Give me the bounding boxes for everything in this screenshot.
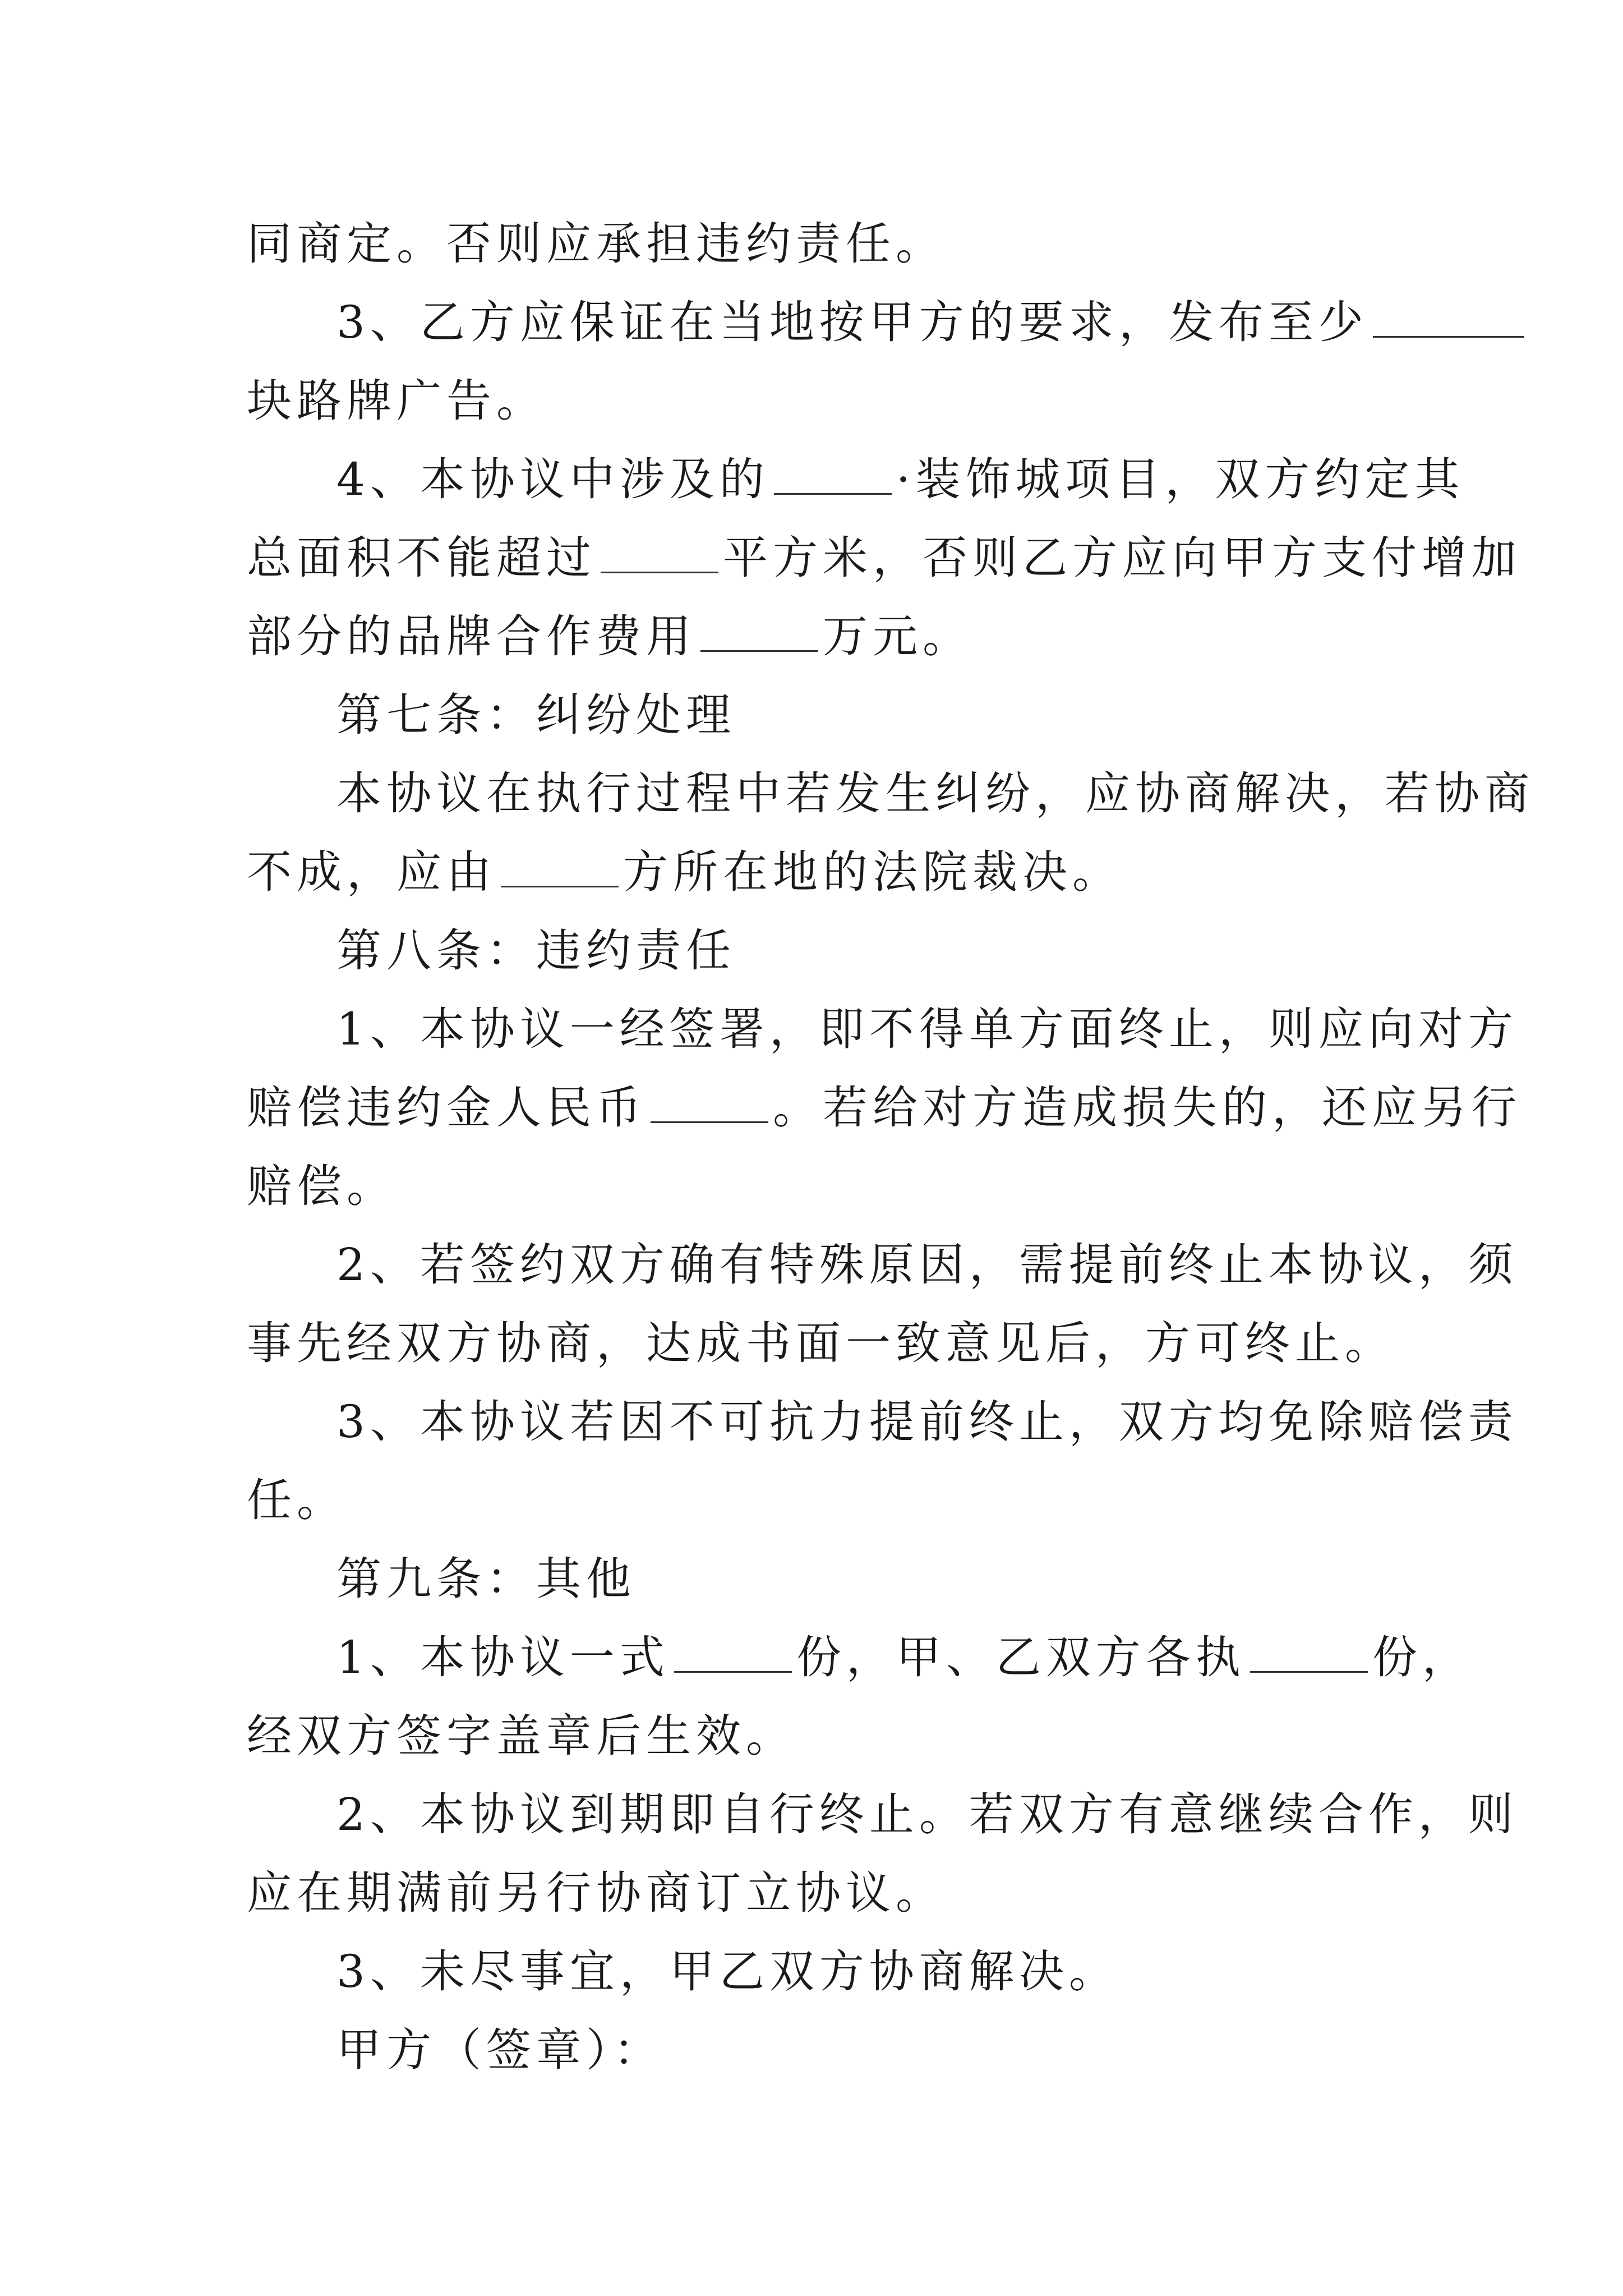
paragraph-line (247, 1310, 1395, 1377)
line-text: 事先经双方协商，达成书面一致意见后，方可终止。 (247, 1317, 1395, 1369)
heading-text: 第八条：违约责任 (336, 924, 736, 977)
fill-in-blank[interactable] (774, 448, 892, 495)
line-text: 3、未尽事宜，甲乙双方协商解决。 (336, 1945, 1119, 1998)
paragraph-line (247, 603, 1385, 670)
clause-line (336, 760, 1534, 827)
clause-line (336, 1781, 1518, 1848)
line-text: 3、乙方应保证在当地按甲方的要求，发布至少 (336, 296, 1368, 348)
section-heading (336, 682, 1385, 749)
paragraph-line (247, 1467, 1385, 1534)
clause-line (336, 446, 1465, 513)
line-text: 应在期满前另行协商订立协议。 (247, 1867, 946, 1919)
fill-in-blank[interactable] (700, 605, 818, 652)
signature-label (336, 2017, 1385, 2084)
line-text: 份，甲、乙双方各执 (796, 1631, 1246, 1683)
line-text: 2、若签约双方确有特殊原因，需提前终止本协议，须 (336, 1239, 1518, 1291)
heading-text: 第九条：其他 (336, 1553, 636, 1605)
line-text: ·装饰城项目，双方约定其 (896, 453, 1465, 505)
line-text: 2、本协议到期即自行终止。若双方有意继续合作，则 (336, 1788, 1518, 1841)
line-text: 3、本协议若因不可抗力提前终止，双方均免除赔偿责 (336, 1396, 1518, 1448)
paragraph-line (247, 1703, 1385, 1770)
line-text: 任。 (247, 1474, 347, 1526)
paragraph-line (247, 1860, 1385, 1927)
line-text: 万元。 (823, 610, 972, 662)
section-heading (336, 1545, 1385, 1613)
fill-in-blank[interactable] (1250, 1626, 1368, 1673)
line-text: 1、本协议一经签署，即不得单方面终止，则应向对方 (336, 1003, 1518, 1055)
line-text: 赔偿。 (247, 1160, 396, 1212)
line-text: 部分的品牌合作费用 (247, 610, 696, 662)
line-text: 方所在地的法院裁决。 (623, 846, 1122, 898)
line-text: 4、本协议中涉及的 (336, 453, 769, 505)
paragraph-line (247, 1153, 1385, 1220)
clause-line (336, 1231, 1518, 1299)
fill-in-blank[interactable] (1373, 291, 1524, 338)
clause-line (336, 289, 1385, 356)
line-text: 经双方签字盖章后生效。 (247, 1710, 796, 1762)
line-text: 不成，应由 (247, 846, 496, 898)
paragraph-line (247, 524, 1521, 592)
line-text: 赔偿违约金人民币 (247, 1082, 646, 1134)
fill-in-blank[interactable] (651, 1076, 768, 1123)
line-text: 平方米，否则乙方应向甲方支付增加 (723, 532, 1521, 584)
clause-line (336, 996, 1518, 1063)
clause-line (336, 1624, 1472, 1691)
paragraph-line (247, 1074, 1521, 1142)
clause-line (336, 1388, 1518, 1456)
line-text: 块路牌广告。 (247, 375, 546, 427)
paragraph-line (247, 367, 1385, 435)
fill-in-blank[interactable] (501, 841, 619, 887)
line-text: 本协议在执行过程中若发生纠纷，应协商解决，若协商 (336, 767, 1534, 820)
paragraph-line (247, 210, 1385, 278)
paragraph-line (247, 839, 1385, 906)
line-text: 总面积不能超过 (247, 532, 596, 584)
line-text: 同商定。否则应承担违约责任。 (247, 218, 946, 270)
clause-line (336, 1938, 1385, 2005)
heading-text: 第七条：纠纷处理 (336, 689, 736, 741)
fill-in-blank[interactable] (601, 527, 718, 573)
line-text: 份， (1372, 1631, 1472, 1683)
line-text: 1、本协议一式 (336, 1631, 670, 1683)
signature-label-text: 甲方（签章）： (336, 2024, 663, 2076)
section-heading (336, 917, 1385, 984)
fill-in-blank[interactable] (674, 1626, 792, 1673)
line-text: 。若给对方造成损失的，还应另行 (773, 1082, 1521, 1134)
